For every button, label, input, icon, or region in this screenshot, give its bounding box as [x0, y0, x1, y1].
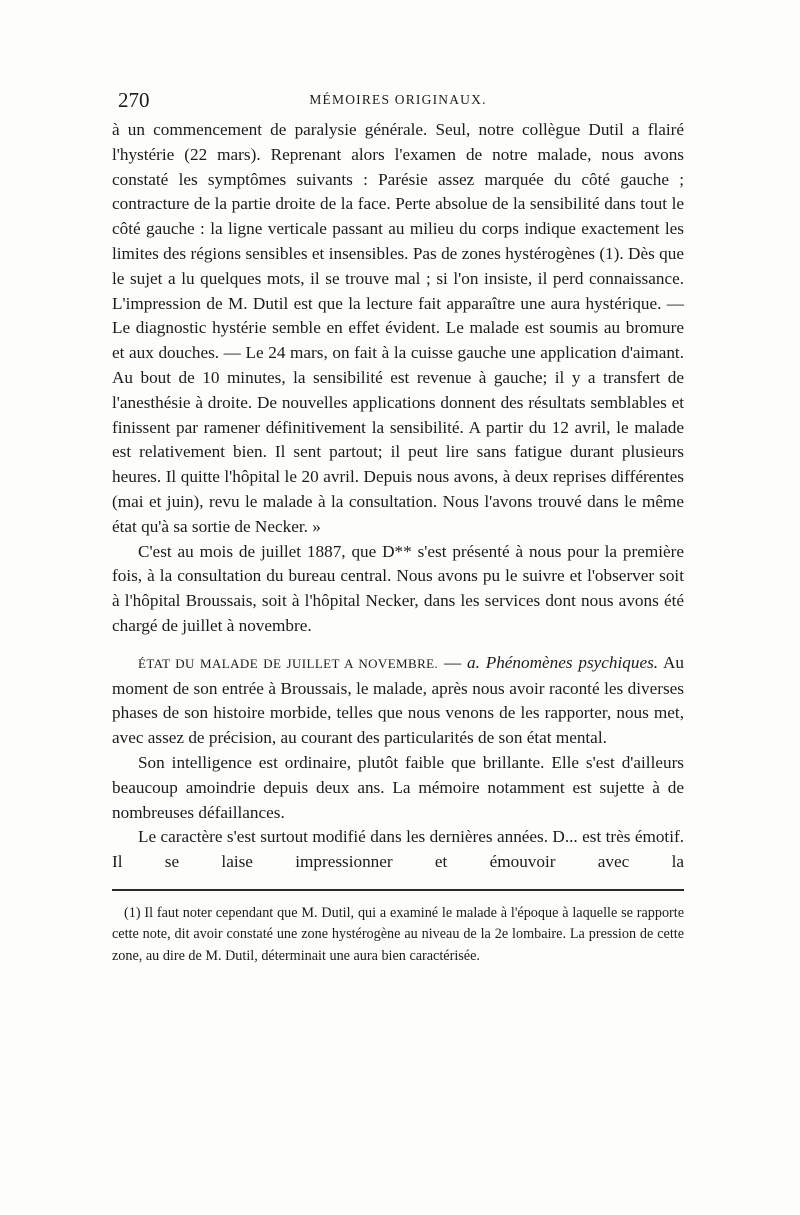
body-text: [112, 118, 684, 875]
paragraph-observation-end: à un commencement de paralysie générale. Seul, notre collègue Dutil a flairé l'hystérie (22 mars). Reprenant alors l'examen de notre malade, nous avons constaté les symptômes suivants : Parésie assez marquée du côté gauche ; contracture de la partie droite de la face. Perte absolue de la sensibilité dans tout le côté gauche : la ligne verticale passant au milieu du corps indique exactement les limites des régions sensibles et insensibles. Pas de zones hystérogènes (1). Dès que le sujet a lu quelques mots, il se trouve mal ; si l'on insiste, il perd connaissance. L'impression de M. Dutil est que la lecture fait apparaître une aura hystérique. — Le diagnostic hystérie semble en effet évident. Le malade est soumis au bromure et aux douches. — Le 24 mars, on fait à la cuisse gauche une application d'aimant. Au bout de 10 minutes, la sensibilité est revenue à gauche; il y a transfert de l'anesthésie à droite. De nouvelles applications donnent des résultats semblables et finissent par ramener définitivement la sensibilité. A partir du 12 avril, le malade est relativement bien. Il sent partout; il peut lire sans fatigue durant plusieurs heures. Il quitte l'hôpital le 20 avril. Depuis nous avons, à deux reprises différentes (mai et juin), revu le malade à la consultation. Nous l'avons trouvé dans le même état qu'à sa sortie de Necker. »: [112, 120, 684, 536]
running-title: MÉMOIRES ORIGINAUX.: [309, 92, 487, 107]
paragraph-section-psychic: [112, 651, 684, 751]
paragraph-psychic-text: Au moment de son entrée à Broussais, le malade, après nous avoir raconté les diverses phases de son histoire morbide, telles que nous venons de les rapporter, nous met, avec assez de précision, au courant des particularités de son état mental.: [112, 652, 684, 748]
section-dash: —: [438, 652, 467, 672]
footnote-rule: [112, 889, 684, 891]
page-header: [112, 88, 684, 118]
footnote-text: (1) Il faut noter cependant que M. Dutil, qui a examiné le malade à l'époque à laquelle se rapporte cette note, dit avoir constaté une zone hystérogène au niveau de la 2e lombaire. La pression de cette zone, au dire de M. Dutil, déterminait une aura bien caractérisée.: [112, 904, 684, 964]
paragraph-first-visit: C'est au mois de juillet 1887, que D** s'est présenté à nous pour la première fois, à la consultation du bureau central. Nous avons pu le suivre et l'observer soit à l'hôpital Broussais, soit à l'hôpital Necker, dans les services dont nous avons été chargé de juillet à novembre.: [112, 541, 684, 635]
section-heading: ÉTAT DU MALADE DE JUILLET A NOVEMBRE.: [138, 655, 439, 671]
paragraph-character: Le caractère s'est surtout modifié dans les dernières années. D... est très émotif. Il se laise impressionner et émouvoir avec la: [112, 827, 684, 872]
page: [112, 88, 684, 967]
section-subheading: a. Phénomènes psychiques.: [466, 652, 659, 672]
page-number: 270: [118, 88, 150, 112]
paragraph-intelligence: Son intelligence est ordinaire, plutôt faible que brillante. Elle s'est d'ailleurs beaucoup amoindrie depuis deux ans. La mémoire notamment est sujette à de nombreuses défaillances.: [112, 752, 684, 822]
footnote: [112, 903, 684, 968]
